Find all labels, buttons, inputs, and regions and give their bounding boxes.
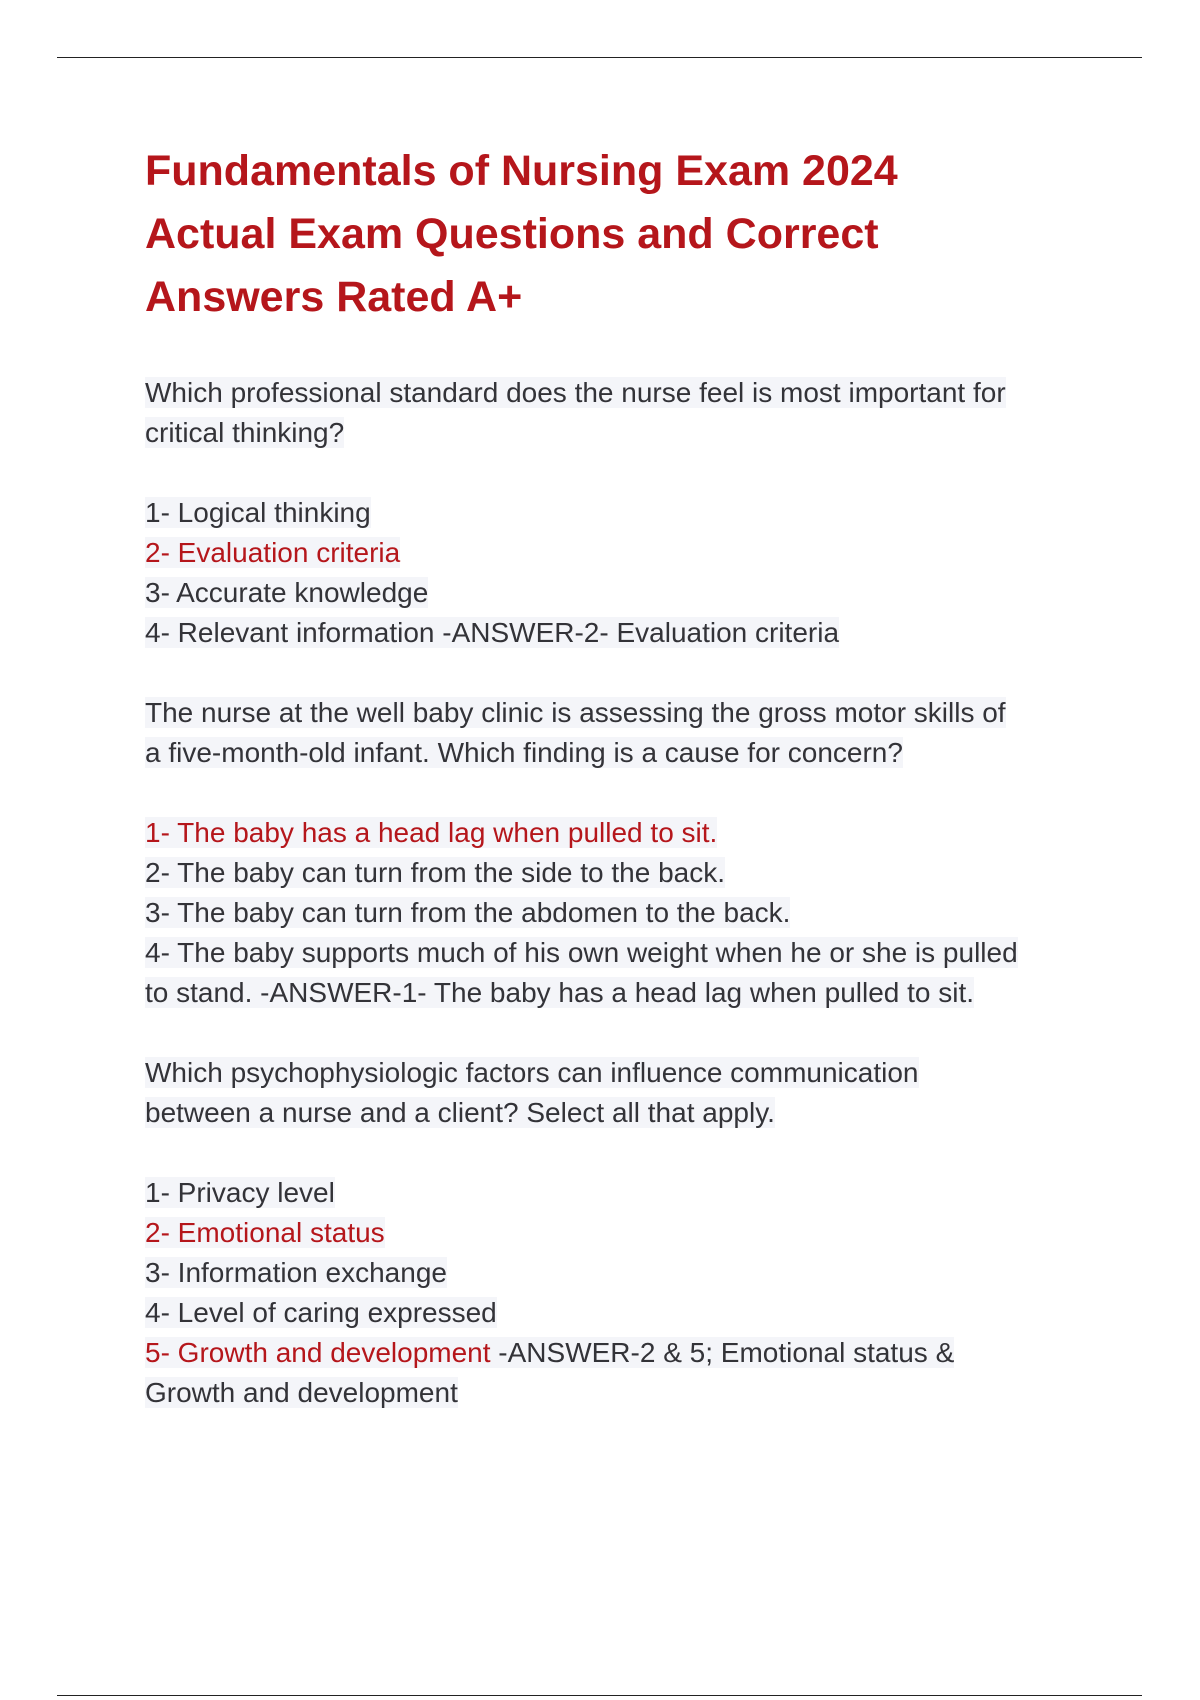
question-2-options: [145, 813, 1085, 1013]
question-stem-line: Which professional standard does the nurse feel is most important for: [145, 377, 1006, 408]
document-body: [145, 140, 1085, 1453]
correct-answer-option: 2- Evaluation criteria: [145, 537, 401, 568]
question-3-options: [145, 1173, 1085, 1413]
correct-answer-option: 1- The baby has a head lag when pulled to sit.: [145, 817, 718, 848]
document-title: [145, 140, 1085, 329]
answer-key-continuation: Growth and development: [145, 1377, 458, 1408]
question-stem-line: a five-month-old infant. Which finding is a cause for concern?: [145, 737, 903, 768]
correct-answer-option: 2- Emotional status: [145, 1217, 385, 1248]
question-1-stem: [145, 373, 1085, 453]
correct-answer-option: 5- Growth and development: [145, 1337, 491, 1368]
question-stem-line: between a nurse and a client? Select all that apply.: [145, 1097, 775, 1128]
answer-key: -ANSWER-2 & 5; Emotional status &: [490, 1337, 955, 1368]
answer-option: 3- Accurate knowledge: [145, 577, 429, 608]
top-rule: [57, 57, 1142, 58]
answer-option: 2- The baby can turn from the side to the back.: [145, 857, 726, 888]
question-2-stem: [145, 693, 1085, 773]
title-line: Actual Exam Questions and Correct: [145, 210, 879, 258]
answer-option: 1- Privacy level: [145, 1177, 335, 1208]
question-stem-line: Which psychophysiologic factors can influence communication: [145, 1057, 919, 1088]
answer-option: 3- The baby can turn from the abdomen to the back.: [145, 897, 791, 928]
question-1-options: [145, 493, 1085, 653]
question-stem-line: The nurse at the well baby clinic is assessing the gross motor skills of: [145, 697, 1006, 728]
question-stem-line: critical thinking?: [145, 417, 345, 448]
answer-option: 4- The baby supports much of his own weight when he or she is pulled: [145, 937, 1018, 968]
answer-option-with-key: 4- Relevant information -ANSWER-2- Evaluation criteria: [145, 617, 840, 648]
answer-option: 3- Information exchange: [145, 1257, 447, 1288]
answer-option-with-key: to stand. -ANSWER-1- The baby has a head lag when pulled to sit.: [145, 977, 975, 1008]
question-3-stem: [145, 1053, 1085, 1133]
title-line: Fundamentals of Nursing Exam 2024: [145, 147, 898, 195]
answer-option: 1- Logical thinking: [145, 497, 371, 528]
bottom-rule: [57, 1695, 1142, 1696]
answer-option: 4- Level of caring expressed: [145, 1297, 497, 1328]
title-line: Answers Rated A+: [145, 273, 523, 321]
